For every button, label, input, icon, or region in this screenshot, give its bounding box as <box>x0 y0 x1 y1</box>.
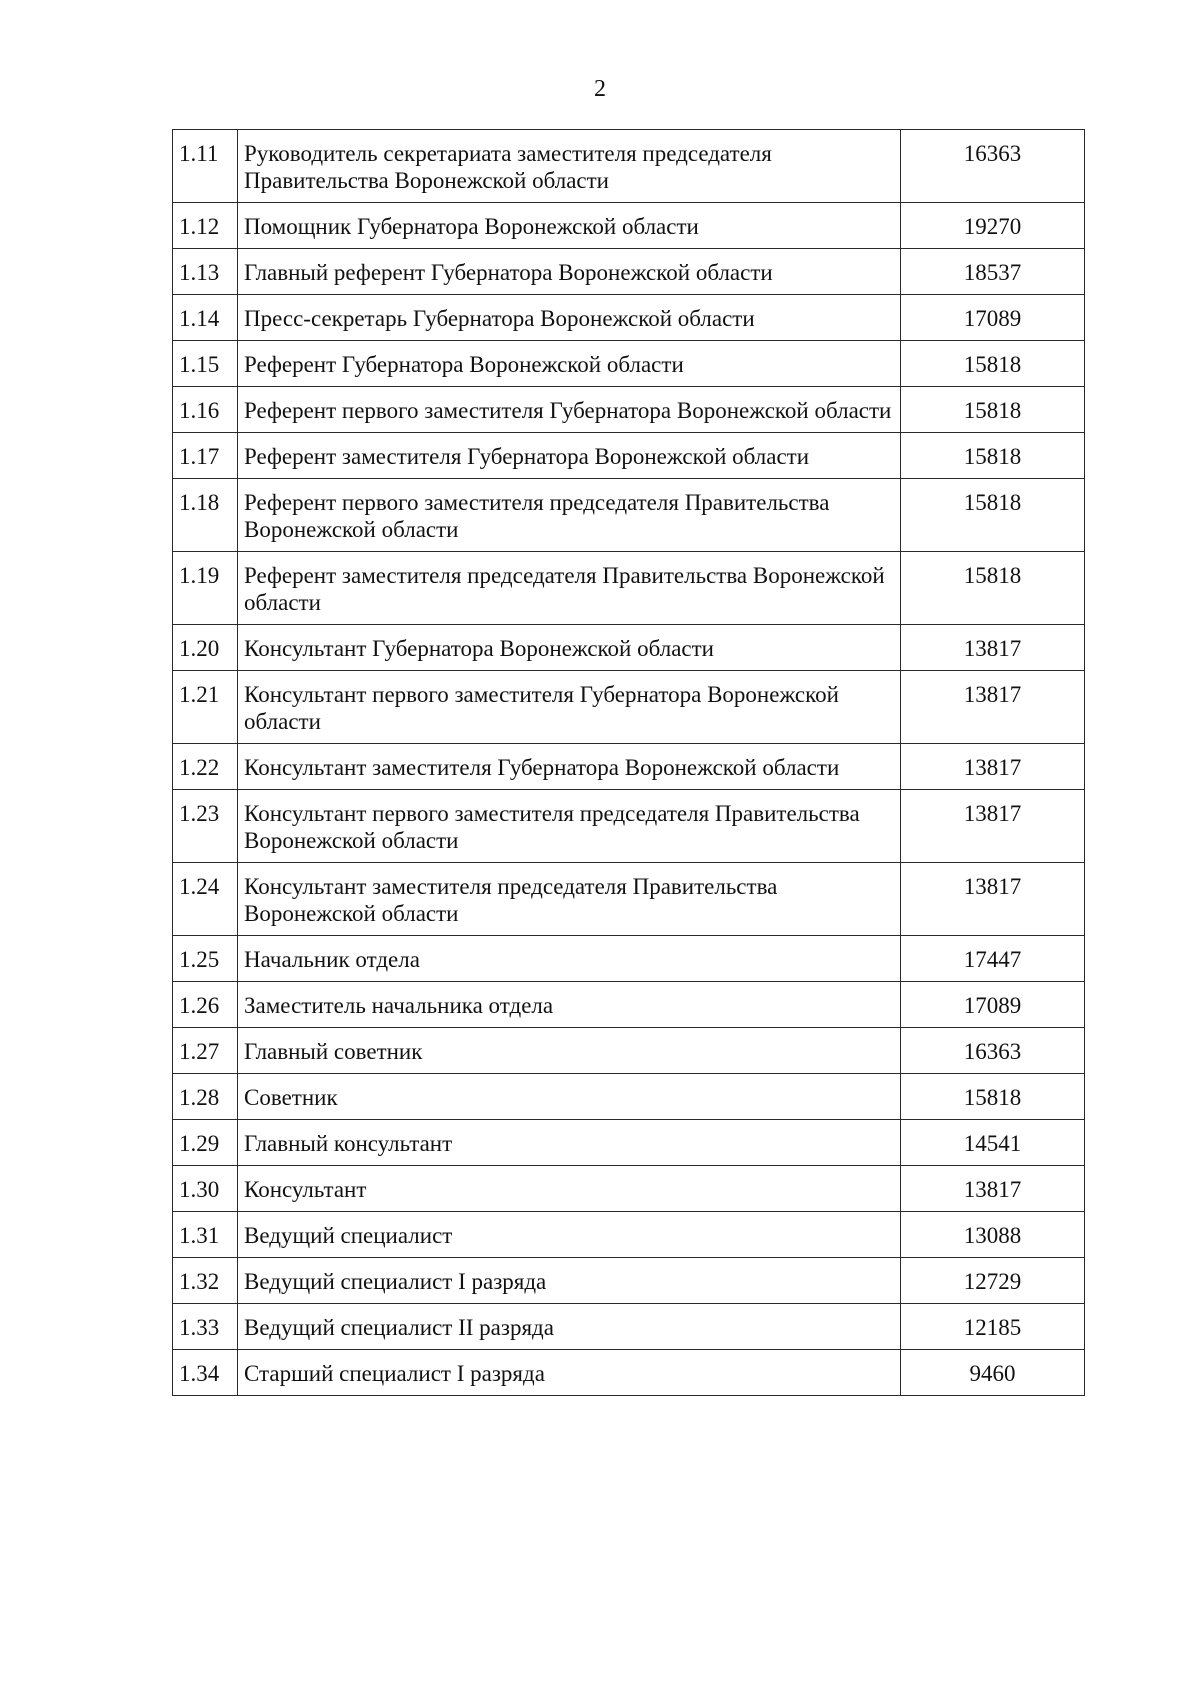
salary-amount-cell: 16363 <box>901 130 1085 203</box>
page-number: 2 <box>594 76 606 102</box>
row-number-cell: 1.29 <box>173 1120 238 1166</box>
table-row <box>173 671 1085 744</box>
position-title-cell: Референт заместителя председателя Правительства Воронежской области <box>238 552 901 625</box>
row-number-cell: 1.22 <box>173 744 238 790</box>
row-number-cell: 1.25 <box>173 936 238 982</box>
salary-amount-cell: 15818 <box>901 433 1085 479</box>
row-number-cell: 1.24 <box>173 863 238 936</box>
row-number-cell: 1.28 <box>173 1074 238 1120</box>
row-number-cell: 1.19 <box>173 552 238 625</box>
salary-amount-cell: 15818 <box>901 341 1085 387</box>
row-number-cell: 1.32 <box>173 1258 238 1304</box>
table-row <box>173 130 1085 203</box>
position-title-cell: Руководитель секретариата заместителя председателя Правительства Воронежской области <box>238 130 901 203</box>
position-title-cell: Консультант заместителя Губернатора Воронежской области <box>238 744 901 790</box>
position-title-cell: Старший специалист I разряда <box>238 1350 901 1396</box>
position-title-cell: Ведущий специалист II разряда <box>238 1304 901 1350</box>
table-row <box>173 341 1085 387</box>
position-title-cell: Референт первого заместителя председателя Правительства Воронежской области <box>238 479 901 552</box>
position-title-cell: Консультант <box>238 1166 901 1212</box>
salary-amount-cell: 12185 <box>901 1304 1085 1350</box>
table-row <box>173 1120 1085 1166</box>
salary-amount-cell: 13817 <box>901 625 1085 671</box>
salary-amount-cell: 19270 <box>901 203 1085 249</box>
salary-amount-cell: 14541 <box>901 1120 1085 1166</box>
row-number-cell: 1.33 <box>173 1304 238 1350</box>
salary-amount-cell: 17089 <box>901 295 1085 341</box>
table-row <box>173 1028 1085 1074</box>
salary-amount-cell: 17089 <box>901 982 1085 1028</box>
row-number-cell: 1.27 <box>173 1028 238 1074</box>
position-title-cell: Консультант первого заместителя председателя Правительства Воронежской области <box>238 790 901 863</box>
table-row <box>173 863 1085 936</box>
salary-amount-cell: 15818 <box>901 552 1085 625</box>
salary-amount-cell: 15818 <box>901 1074 1085 1120</box>
position-title-cell: Главный референт Губернатора Воронежской области <box>238 249 901 295</box>
salary-amount-cell: 13817 <box>901 863 1085 936</box>
salary-amount-cell: 13817 <box>901 790 1085 863</box>
row-number-cell: 1.11 <box>173 130 238 203</box>
position-title-cell: Заместитель начальника отдела <box>238 982 901 1028</box>
table-row <box>173 936 1085 982</box>
row-number-cell: 1.17 <box>173 433 238 479</box>
table-row <box>173 625 1085 671</box>
table-row <box>173 1212 1085 1258</box>
position-title-cell: Главный консультант <box>238 1120 901 1166</box>
position-title-cell: Ведущий специалист <box>238 1212 901 1258</box>
row-number-cell: 1.20 <box>173 625 238 671</box>
position-title-cell: Консультант первого заместителя Губернатора Воронежской области <box>238 671 901 744</box>
salary-amount-cell: 17447 <box>901 936 1085 982</box>
row-number-cell: 1.13 <box>173 249 238 295</box>
position-title-cell: Главный советник <box>238 1028 901 1074</box>
salary-table <box>172 129 1085 1396</box>
position-title-cell: Консультант заместителя председателя Правительства Воронежской области <box>238 863 901 936</box>
salary-amount-cell: 12729 <box>901 1258 1085 1304</box>
position-title-cell: Помощник Губернатора Воронежской области <box>238 203 901 249</box>
position-title-cell: Консультант Губернатора Воронежской области <box>238 625 901 671</box>
row-number-cell: 1.12 <box>173 203 238 249</box>
row-number-cell: 1.21 <box>173 671 238 744</box>
table-row <box>173 790 1085 863</box>
table-row <box>173 203 1085 249</box>
row-number-cell: 1.26 <box>173 982 238 1028</box>
table-row <box>173 1304 1085 1350</box>
position-title-cell: Ведущий специалист I разряда <box>238 1258 901 1304</box>
position-title-cell: Референт заместителя Губернатора Воронежской области <box>238 433 901 479</box>
row-number-cell: 1.18 <box>173 479 238 552</box>
table-row <box>173 433 1085 479</box>
position-title-cell: Советник <box>238 1074 901 1120</box>
row-number-cell: 1.34 <box>173 1350 238 1396</box>
table-row <box>173 387 1085 433</box>
table-row <box>173 1350 1085 1396</box>
row-number-cell: 1.31 <box>173 1212 238 1258</box>
salary-amount-cell: 16363 <box>901 1028 1085 1074</box>
table-row <box>173 479 1085 552</box>
salary-amount-cell: 15818 <box>901 479 1085 552</box>
position-title-cell: Начальник отдела <box>238 936 901 982</box>
position-title-cell: Референт Губернатора Воронежской области <box>238 341 901 387</box>
position-title-cell: Референт первого заместителя Губернатора Воронежской области <box>238 387 901 433</box>
salary-amount-cell: 13817 <box>901 1166 1085 1212</box>
row-number-cell: 1.15 <box>173 341 238 387</box>
position-title-cell: Пресс-секретарь Губернатора Воронежской области <box>238 295 901 341</box>
row-number-cell: 1.30 <box>173 1166 238 1212</box>
salary-amount-cell: 13088 <box>901 1212 1085 1258</box>
table-row <box>173 249 1085 295</box>
table-row <box>173 552 1085 625</box>
table-row <box>173 1166 1085 1212</box>
row-number-cell: 1.16 <box>173 387 238 433</box>
salary-amount-cell: 13817 <box>901 671 1085 744</box>
salary-amount-cell: 9460 <box>901 1350 1085 1396</box>
salary-amount-cell: 13817 <box>901 744 1085 790</box>
salary-amount-cell: 15818 <box>901 387 1085 433</box>
table-body <box>173 130 1085 1396</box>
table-row <box>173 744 1085 790</box>
table-row <box>173 1074 1085 1120</box>
table-row <box>173 982 1085 1028</box>
row-number-cell: 1.23 <box>173 790 238 863</box>
row-number-cell: 1.14 <box>173 295 238 341</box>
table-row <box>173 1258 1085 1304</box>
salary-amount-cell: 18537 <box>901 249 1085 295</box>
table-row <box>173 295 1085 341</box>
